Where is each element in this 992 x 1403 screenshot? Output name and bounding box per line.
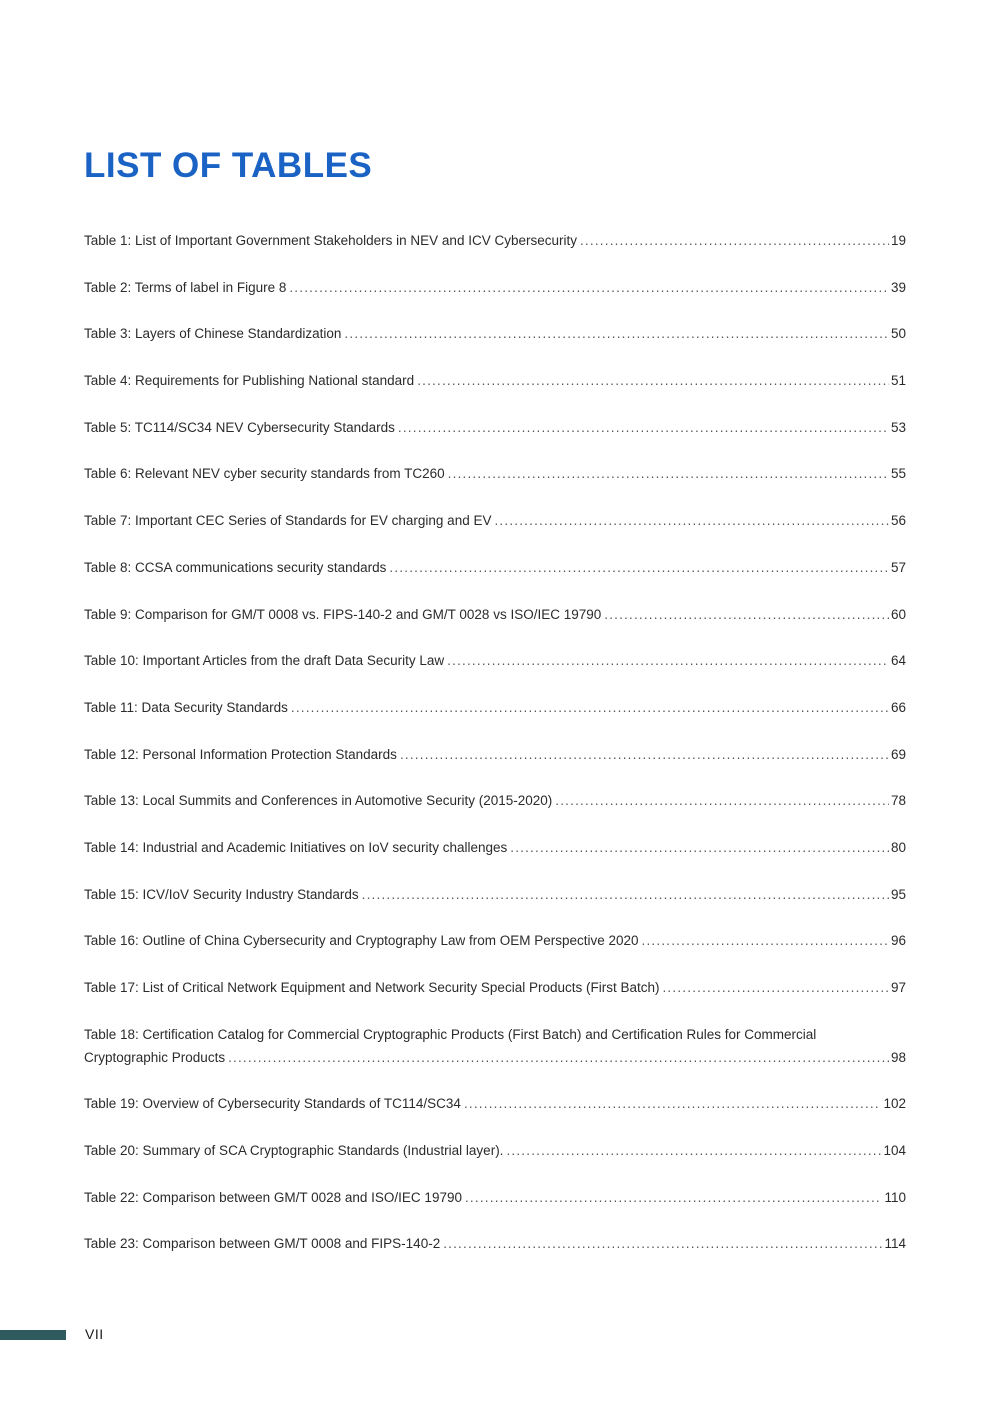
toc-entry[interactable] — [84, 416, 906, 439]
toc-entry-page: 51 — [890, 373, 906, 389]
toc-entry-label: Table 19: Overview of Cybersecurity Standards of TC114/SC34 — [84, 1096, 461, 1112]
toc-entry-line — [84, 789, 906, 812]
toc-entry-page: 110 — [884, 1189, 906, 1205]
toc-entry-label: Table 17: List of Critical Network Equipment and Network Security Special Products (First Batch) — [84, 980, 660, 995]
toc-entry-label: Table 23: Comparison between GM/T 0008 and FIPS-140-2 — [84, 1236, 441, 1252]
toc-entry-line — [84, 509, 906, 532]
dot-leader — [443, 1232, 882, 1255]
toc-entry-label: Table 3: Layers of Chinese Standardization — [84, 326, 342, 342]
toc-entry-label: Table 11: Data Security Standards — [84, 699, 288, 715]
toc-entry-label: Table 13: Local Summits and Conferences in Automotive Security (2015-2020) — [84, 793, 553, 809]
toc-entry[interactable] — [84, 229, 906, 252]
dot-leader — [642, 929, 889, 952]
toc-entry-line — [84, 883, 906, 906]
toc-entry[interactable] — [84, 462, 906, 485]
dot-leader — [447, 649, 889, 672]
toc-entry-label: Table 10: Important Articles from the draft Data Security Law — [84, 653, 445, 669]
toc-entry-page: 114 — [884, 1236, 906, 1252]
toc-entry-line — [84, 322, 906, 345]
toc-entry-line — [84, 1186, 906, 1209]
dot-leader — [580, 229, 889, 252]
toc-entry[interactable] — [84, 976, 906, 999]
toc-entry[interactable] — [84, 883, 906, 906]
toc-entry-page: 66 — [890, 699, 906, 715]
toc-entry[interactable] — [84, 696, 906, 719]
dot-leader — [389, 556, 889, 579]
dot-leader — [228, 1046, 889, 1069]
toc-entry-label: Table 15: ICV/IoV Security Industry Standards — [84, 886, 359, 902]
toc-entry-label: Table 6: Relevant NEV cyber security standards from TC260 — [84, 466, 445, 482]
toc-entry-line — [84, 1232, 906, 1255]
toc-entry-line — [84, 1046, 906, 1069]
toc-entry-label: Table 4: Requirements for Publishing National standard — [84, 373, 415, 389]
toc-entry[interactable] — [84, 556, 906, 579]
toc-entry-page: 104 — [883, 1142, 906, 1158]
toc-entry[interactable] — [84, 276, 906, 299]
toc-entry-line — [84, 462, 906, 485]
toc-entry-line — [84, 836, 906, 859]
toc-entry-label: Table 7: Important CEC Series of Standards for EV charging and EV — [84, 513, 492, 529]
dot-leader — [400, 743, 889, 766]
toc-entry-page: 50 — [890, 326, 906, 342]
dot-leader — [448, 462, 889, 485]
dot-leader — [662, 976, 888, 999]
toc-entry-label: Table 12: Personal Information Protection Standards — [84, 746, 397, 762]
dot-leader — [344, 322, 889, 345]
toc-entry-line — [84, 416, 906, 439]
dot-leader — [506, 1139, 881, 1162]
dot-leader — [555, 789, 889, 812]
toc-entry[interactable] — [84, 1232, 906, 1255]
toc-entry-line — [84, 976, 906, 999]
toc-entry-label: Table 22: Comparison between GM/T 0028 and ISO/IEC 19790 — [84, 1189, 462, 1205]
toc-entry-label: Table 16: Outline of China Cybersecurity and Cryptography Law from OEM Perspective 2020 — [84, 933, 639, 949]
toc-entry-line — [84, 696, 906, 719]
toc-entry[interactable] — [84, 929, 906, 952]
toc-entry-line — [84, 556, 906, 579]
dot-leader — [494, 509, 889, 532]
toc-entry-page: 95 — [890, 886, 906, 902]
toc-entry[interactable] — [84, 369, 906, 392]
toc-entry-line — [84, 743, 906, 766]
toc-entry[interactable] — [84, 1186, 906, 1209]
table-list — [84, 229, 906, 1279]
toc-entry[interactable] — [84, 789, 906, 812]
toc-entry-line — [84, 369, 906, 392]
toc-entry-label-line1: Table 18: Certification Catalog for Commercial Cryptographic Products (First Batch) and Certification Rules for Commercial — [84, 1026, 817, 1042]
toc-entry-page: 102 — [883, 1096, 906, 1112]
dot-leader — [604, 603, 889, 626]
dot-leader — [289, 276, 889, 299]
dot-leader — [510, 836, 889, 859]
toc-entry-label: Table 1: List of Important Government Stakeholders in NEV and ICV Cybersecurity — [84, 233, 577, 248]
toc-entry[interactable] — [84, 649, 906, 672]
toc-entry[interactable] — [84, 1023, 906, 1069]
toc-entry[interactable] — [84, 603, 906, 626]
toc-entry-page: 57 — [890, 559, 906, 575]
toc-entry[interactable] — [84, 509, 906, 532]
toc-entry-line — [84, 276, 906, 299]
toc-entry-page: 56 — [890, 513, 906, 529]
toc-entry-page: 39 — [890, 279, 906, 295]
toc-entry-page: 19 — [890, 233, 906, 248]
toc-entry-label: Table 5: TC114/SC34 NEV Cybersecurity Standards — [84, 419, 395, 435]
toc-entry-line — [84, 929, 906, 952]
toc-entry-page: 53 — [890, 419, 906, 435]
toc-entry-page: 64 — [890, 653, 906, 669]
toc-entry[interactable] — [84, 1139, 906, 1162]
toc-entry-line — [84, 649, 906, 672]
toc-entry-page: 97 — [890, 980, 906, 995]
toc-entry[interactable] — [84, 743, 906, 766]
toc-entry-label: Table 8: CCSA communications security standards — [84, 559, 387, 575]
toc-entry-page: 55 — [890, 466, 906, 482]
toc-entry-label: Cryptographic Products — [84, 1049, 226, 1065]
toc-entry-page: 96 — [890, 933, 906, 949]
dot-leader — [465, 1186, 882, 1209]
dot-leader — [398, 416, 889, 439]
footer-accent-bar — [0, 1330, 66, 1340]
toc-entry-line — [84, 1092, 906, 1115]
toc-entry-label: Table 2: Terms of label in Figure 8 — [84, 279, 287, 295]
toc-entry-page: 78 — [890, 793, 906, 809]
toc-entry-label: Table 9: Comparison for GM/T 0008 vs. FIPS-140-2 and GM/T 0028 vs ISO/IEC 19790 — [84, 606, 602, 622]
toc-entry[interactable] — [84, 836, 906, 859]
page-title: LIST OF TABLES — [84, 146, 373, 185]
toc-entry[interactable] — [84, 1092, 906, 1115]
toc-entry-line — [84, 229, 906, 252]
toc-entry-label: Table 20: Summary of SCA Cryptographic Standards (Industrial layer). — [84, 1142, 504, 1158]
dot-leader — [291, 696, 889, 719]
toc-entry-line — [84, 1139, 906, 1162]
toc-entry[interactable] — [84, 322, 906, 345]
toc-entry-page: 98 — [890, 1049, 906, 1065]
toc-entry-line — [84, 603, 906, 626]
toc-entry-page: 69 — [890, 746, 906, 762]
toc-entry-page: 80 — [890, 839, 906, 855]
toc-entry-page: 60 — [890, 606, 906, 622]
toc-entry-label: Table 14: Industrial and Academic Initiatives on IoV security challenges — [84, 839, 508, 855]
dot-leader — [362, 883, 889, 906]
dot-leader — [464, 1092, 882, 1115]
dot-leader — [417, 369, 889, 392]
page-number: VII — [85, 1326, 104, 1342]
